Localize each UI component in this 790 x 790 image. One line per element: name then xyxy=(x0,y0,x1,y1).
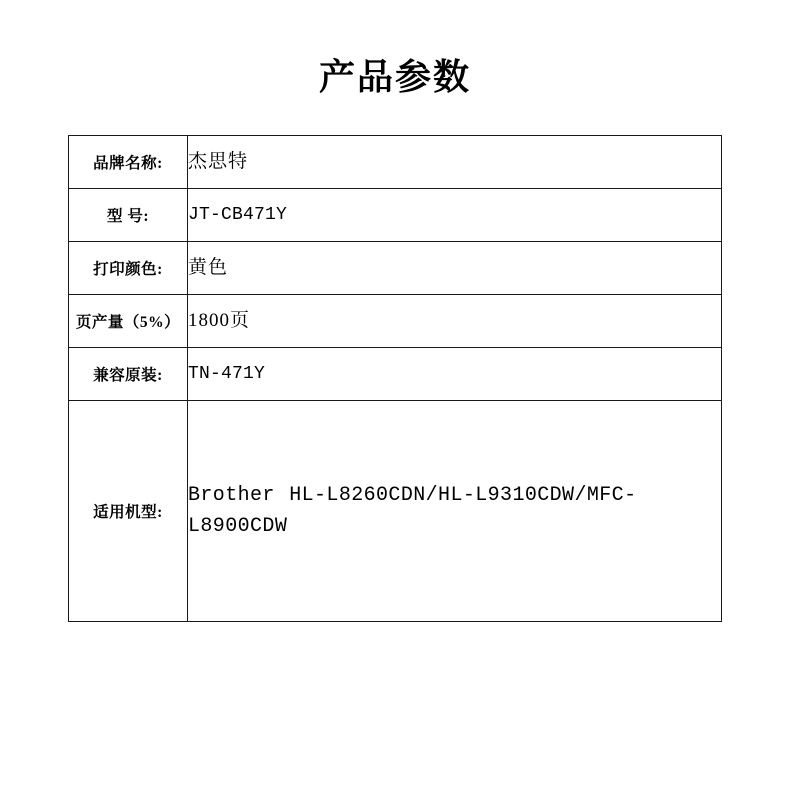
spec-value-compatible-oem: TN-471Y xyxy=(188,348,722,401)
table-row xyxy=(69,295,722,348)
spec-label-applicable-models: 适用机型: xyxy=(69,401,188,622)
product-spec-table xyxy=(68,135,722,622)
spec-value-page-yield: 1800页 xyxy=(188,295,722,348)
spec-value-brand: 杰思特 xyxy=(188,136,722,189)
table-row xyxy=(69,189,722,242)
spec-label-page-yield: 页产量（5%） xyxy=(69,295,188,348)
spec-label-print-color: 打印颜色: xyxy=(69,242,188,295)
spec-label-model: 型 号: xyxy=(69,189,188,242)
spec-value-print-color: 黄色 xyxy=(188,242,722,295)
table-row xyxy=(69,348,722,401)
table-row xyxy=(69,401,722,622)
page-title: 产品参数 xyxy=(318,57,471,97)
spec-value-model: JT-CB471Y xyxy=(188,189,722,242)
table-row xyxy=(69,136,722,189)
spec-label-compatible-oem: 兼容原装: xyxy=(69,348,188,401)
spec-value-applicable-models: Brother HL-L8260CDN/HL-L9310CDW/MFC-L8900CDW xyxy=(188,401,722,622)
spec-label-brand: 品牌名称: xyxy=(69,136,188,189)
table-row xyxy=(69,242,722,295)
spec-table-body xyxy=(69,136,722,622)
